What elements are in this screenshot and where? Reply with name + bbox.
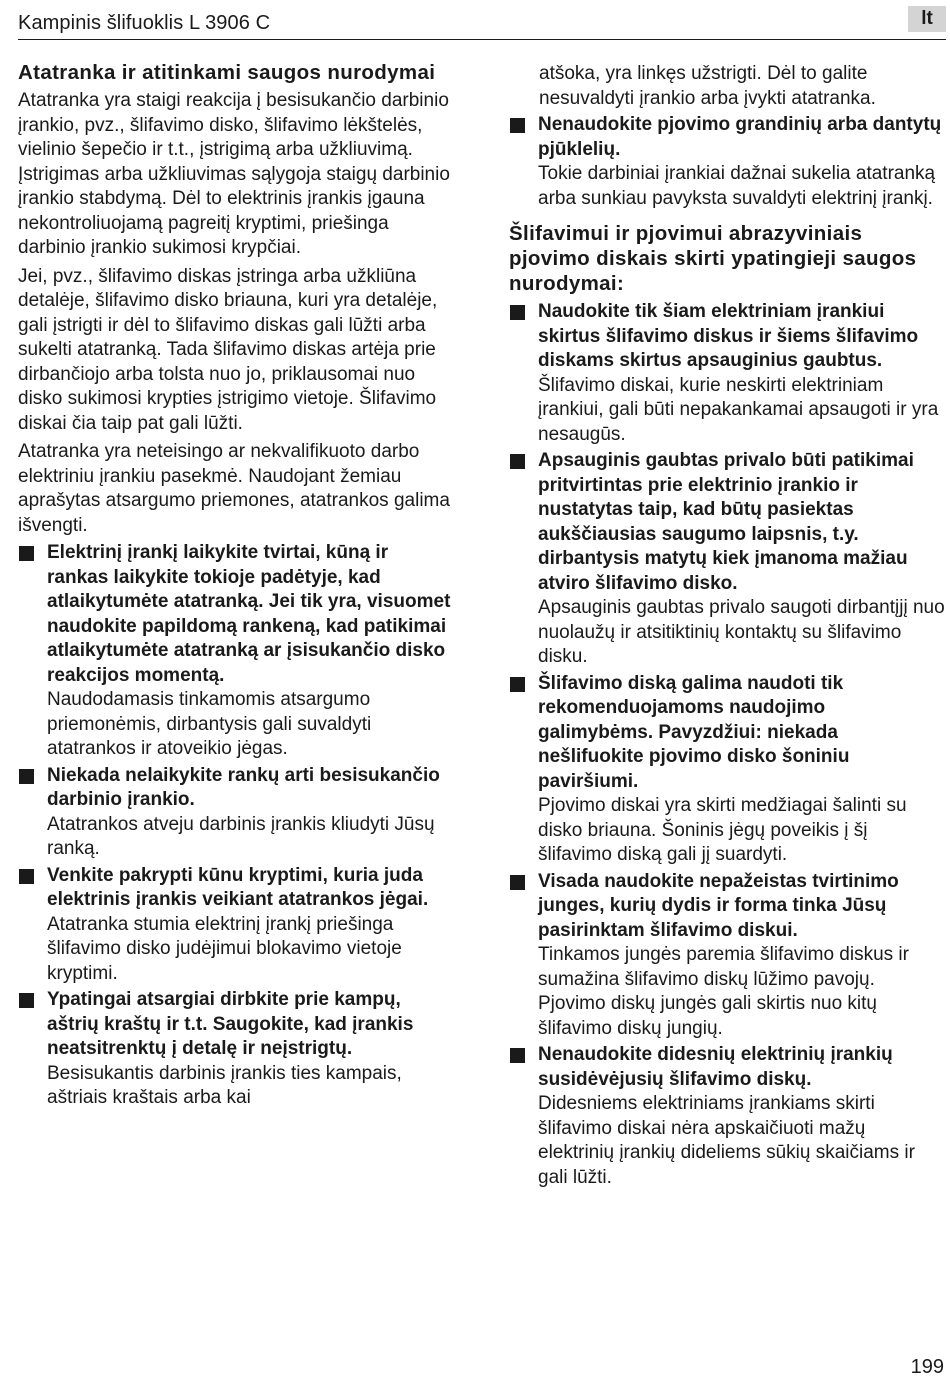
bullet-title: Elektrinį įrankį laikykite tvirtai, kūną ir rankas laikykite tokioje padėtyje, kad atlaikytumėte atatranką. Jei tik yra, visuomet naudokite papildomą rankeną, kad patikimai atlaikytumėte atatranką ar įsisukančio disko reakcijos momentą.: [47, 542, 451, 686]
section-heading-grinding: Šlifavimui ir pjovimui abrazyviniais pjovimo diskais skirti ypatingieji saugos nurodymai:: [509, 222, 917, 295]
bullet-title: Nenaudokite didesnių elektrinių įrankių susidėvėjusių šlifavimo diskų.: [538, 1044, 893, 1090]
bullet-item: [509, 300, 945, 447]
bullet-title: Šlifavimo diską galima naudoti tik rekomenduojamoms naudojimo galimybėms. Pavyzdžiui: niekada nešlifuokite pjovimo disko šoniniu paviršiumi.: [538, 672, 850, 792]
bullet-text: Besisukantis darbinis įrankis ties kampais, aštriais kraštais arba kai: [47, 1062, 402, 1108]
bullet-item: [18, 541, 454, 762]
language-badge: lt: [908, 6, 946, 32]
bullet-title: Venkite pakrypti kūnu kryptimi, kuria juda elektrinis įrankis veikiant atatrankos jėgai.: [47, 864, 429, 910]
bullet-item: [509, 1043, 945, 1190]
bullet-title: Niekada nelaikykite rankų arti besisukančio darbinio įrankio.: [47, 764, 440, 810]
bullet-text: Naudodamasis tinkamomis atsargumo priemonėmis, dirbantysis gali suvaldyti atatrankos ir atoveikio jėgas.: [47, 689, 372, 759]
bullet-item: [509, 870, 945, 1042]
left-column: [18, 60, 454, 1111]
header-divider: [18, 39, 946, 40]
paragraph: Atatranka yra neteisingo ar nekvalifikuoto darbo elektriniu įrankiu pasekmė. Naudojant žemiau aprašytas atsargumo priemones, atatrankos galima išvengti.: [18, 441, 450, 536]
bullet-item: [18, 988, 454, 1111]
bullet-text: Tokie darbiniai įrankiai dažnai sukelia atatranką arba sunkiau pavyksta suvaldyti elektrinį įrankį.: [538, 163, 936, 209]
bullet-title: Naudokite tik šiam elektriniam įrankiui skirtus šlifavimo diskus ir šiems šlifavimo diskams skirtus apsauginius gaubtus.: [538, 301, 919, 371]
bullet-item: [509, 449, 945, 670]
bullet-text: Tinkamos jungės paremia šlifavimo diskus ir sumažina šlifavimo diskų lūžimo pavojų. Pjovimo diskų jungės gali skirtis nuo kitų šlifavimo diskų jungių.: [538, 944, 909, 1039]
paragraph: Jei, pvz., šlifavimo diskas įstringa arba užkliūna detalėje, šlifavimo disko briauna, kuri yra detalėje, gali įstrigti ir dėl to šlifavimo diskas gali lūžti arba sukelti atatranką. Tada šlifavimo diskas artėja prie dirbančiojo arba tolsta nuo jo, priklausomai nuo disko sukimosi krypties įstrigimo vietoje. Šlifavimo diskai čia taip pat gali lūžti.: [18, 265, 438, 434]
page-number: 199: [910, 1356, 944, 1378]
bullet-item: [509, 672, 945, 868]
paragraph: Atatranka yra staigi reakcija į besisukančio darbinio įrankio, pvz., šlifavimo disko, šlifavimo lėkštelės, vielinio šepečio ir t.t., įstrigimą arba užkliuvimą. Įstrigimas arba užkliuvimas sąlygoja staigų darbinio įrankio stabdymą. Dėl to elektrinis įrankis įgauna nekontroliuojamą pagreitį kryptimi, priešinga darbinio įrankio sukimosi krypčiai.: [18, 90, 450, 258]
bullet-text: Didesniems elektriniams įrankiams skirti šlifavimo diskai nėra apskaičiuoti mažų elektrinių įrankių dideliems sūkių skaičiams ir gali lūžti.: [538, 1093, 915, 1188]
bullet-item: [18, 764, 454, 862]
bullet-title: Apsauginis gaubtas privalo būti patikimai pritvirtintas prie elektrinio įrankio ir nustatytas taip, kad būtų pasiektas aukščiausias saugumo laipsnis, t.y. dirbantysis matytų kiek įmanoma mažiau atviro šlifavimo disko.: [538, 450, 914, 594]
bullet-text: Apsauginis gaubtas privalo saugoti dirbantįjį nuo nuolaužų ir atsitiktinių kontaktų su šlifavimo disku.: [538, 597, 945, 667]
right-column: [509, 62, 945, 1190]
bullet-text: Atatrankos atveju darbinis įrankis kliudyti Jūsų ranką.: [47, 813, 435, 859]
bullet-text: Atatranka stumia elektrinį įrankį priešinga šlifavimo disko judėjimui blokavimo vietoje kryptimi.: [47, 913, 402, 984]
bullet-item: [18, 864, 454, 987]
section-heading-kickback: Atatranka ir atitinkami saugos nurodymai: [18, 61, 436, 84]
document-title: Kampinis šlifuoklis L 3906 C: [18, 12, 271, 34]
bullet-title: Visada naudokite nepažeistas tvirtinimo junges, kurių dydis ir forma tinka Jūsų pasirinktam šlifavimo diskui.: [538, 870, 899, 941]
bullet-item: [509, 113, 945, 211]
bullet-text: Šlifavimo diskai, kurie neskirti elektriniam įrankiui, gali būti nepakankamai apsaugoti ir yra nesaugūs.: [538, 374, 939, 445]
bullet-text: Pjovimo diskai yra skirti medžiagai šalinti su disko briauna. Šoninis jėgų poveikis į šį šlifavimo diską gali jį suardyti.: [538, 795, 907, 865]
continued-text: atšoka, yra linkęs užstrigti. Dėl to galite nesuvaldyti įrankio arba įvykti atatranka.: [539, 63, 876, 109]
bullet-title: Ypatingai atsargiai dirbkite prie kampų, aštrių kraštų ir t.t. Saugokite, kad įrankis neatsitrenktų į detalę ir neįstrigtų.: [47, 989, 414, 1059]
bullet-title: Nenaudokite pjovimo grandinių arba dantytų pjūklelių.: [538, 114, 942, 160]
